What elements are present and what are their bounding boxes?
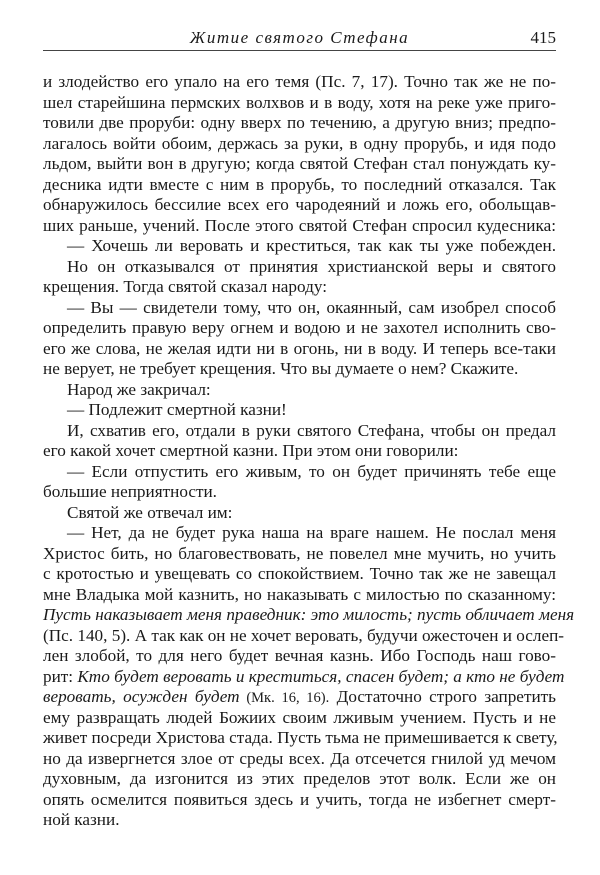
- text-fragment: Достаточно строго запретить: [329, 687, 556, 706]
- text-fragment: рит:: [43, 666, 78, 686]
- quote-line: Пусть наказывает меня праведник: это милость; пусть обличает меня: [43, 605, 575, 624]
- body-text: [43, 72, 575, 831]
- paragraph-start: Святой же отвечал им:: [67, 502, 233, 522]
- running-title: Житие святого Стефана: [189, 28, 410, 47]
- text-line-with-quote: [43, 687, 556, 708]
- text-line: определить правую веру огнем и водою и не захотел исполнить сво-: [43, 318, 556, 337]
- text-line-with-quote: [43, 666, 565, 688]
- paragraph-start: Но он отказывался от принятия христианской веры и святого: [67, 256, 556, 276]
- text-line: ему развращать людей Божиих своим лживым учением. Пусть и не: [43, 707, 556, 727]
- paragraph-start: И, схватив его, отдали в руки святого Стефана, чтобы он предал: [67, 420, 556, 440]
- text-line: с кротостью и увещевать со спокойствием. Точно так же не завещал: [43, 564, 556, 583]
- text-line: ной казни.: [43, 810, 120, 829]
- paragraph-start: Народ же закричал:: [67, 379, 211, 399]
- text-line: живет посреди Христова стада. Пусть тьма не примешивается к свету,: [43, 728, 558, 747]
- text-line: обнаружилось бессилие всех его чародеяний и ложь его, обольщав-: [43, 195, 556, 214]
- text-line: большие неприятности.: [43, 482, 217, 501]
- text-line: лагалось войти обоим, держась за руки, в одну прорубь, и идя подо: [43, 133, 556, 153]
- dialogue-line: — Если отпустить его живым, то он будет причинять тебе еще: [67, 461, 556, 481]
- text-line: десника идти вместе с ним в прорубь, то последний отказался. Так: [43, 174, 556, 194]
- text-line: (Пс. 140, 5). А так как он не хочет веровать, будучи ожесточен и ослеп-: [43, 625, 564, 645]
- text-line: и злодейство его упало на его темя (Пс. 7, 17). Точно так же не по-: [43, 72, 556, 91]
- text-line: товили две проруби: одну вверх по течению, а другую вниз; предпо-: [43, 113, 556, 132]
- text-line: духовным, да изгонится из этих пределов этот волк. Если же он: [43, 769, 556, 788]
- text-line: не верует, не требует крещения. Что вы думаете о нем? Скажите.: [43, 359, 519, 378]
- text-line: шел старейшина пермских волхвов и в воду, хотя на реке уже приго-: [43, 92, 556, 112]
- dialogue-line: — Хочешь ли веровать и креститься, так как ты уже побежден.: [67, 236, 556, 255]
- dialogue-line: — Вы — свидетели тому, что он, окаянный, сам изобрел способ: [67, 297, 556, 317]
- text-line: лен злобой, то для него будет вечная казнь. Ибо Господь наш гово-: [43, 646, 556, 665]
- text-line: ших раньше, учений. После этого святой Стефан спросил кудесника:: [43, 215, 556, 235]
- dialogue-line: — Нет, да не будет рука наша на враге нашем. Не послал меня: [67, 523, 556, 542]
- dialogue-line: — Подлежит смертной казни!: [67, 400, 287, 419]
- running-header: [43, 28, 556, 51]
- scripture-reference: (Мк. 16, 16).: [239, 690, 330, 706]
- text-line: но да извергнется злое от среды всех. Да отсечется гнилой уд мечом: [43, 748, 556, 768]
- page-number: 415: [530, 28, 556, 47]
- text-line: Христос бить, но благовествовать, не повелел мне мучить, но учить: [43, 543, 556, 563]
- quote-fragment: Кто будет веровать и креститься, спасен будет; а кто не будет: [77, 666, 565, 686]
- text-line: его какой хочет смертной казни. При этом они говорили:: [43, 441, 459, 460]
- text-line: мне Владыка мой казнить, но наказывать с милостью по сказанному:: [43, 584, 556, 604]
- text-line: опять осмелится появиться здесь и учить, тогда не избегнет смерт-: [43, 789, 556, 809]
- quote-fragment: веровать, осужден будет: [43, 687, 240, 706]
- text-line: его же слова, не желая идти ни в огонь, ни в воду. И теперь все-таки: [43, 338, 556, 358]
- text-line: льдом, выйти вон в другую; когда святой Стефан стал понуждать ку-: [43, 154, 556, 173]
- text-line: крещения. Тогда святой сказал народу:: [43, 277, 327, 296]
